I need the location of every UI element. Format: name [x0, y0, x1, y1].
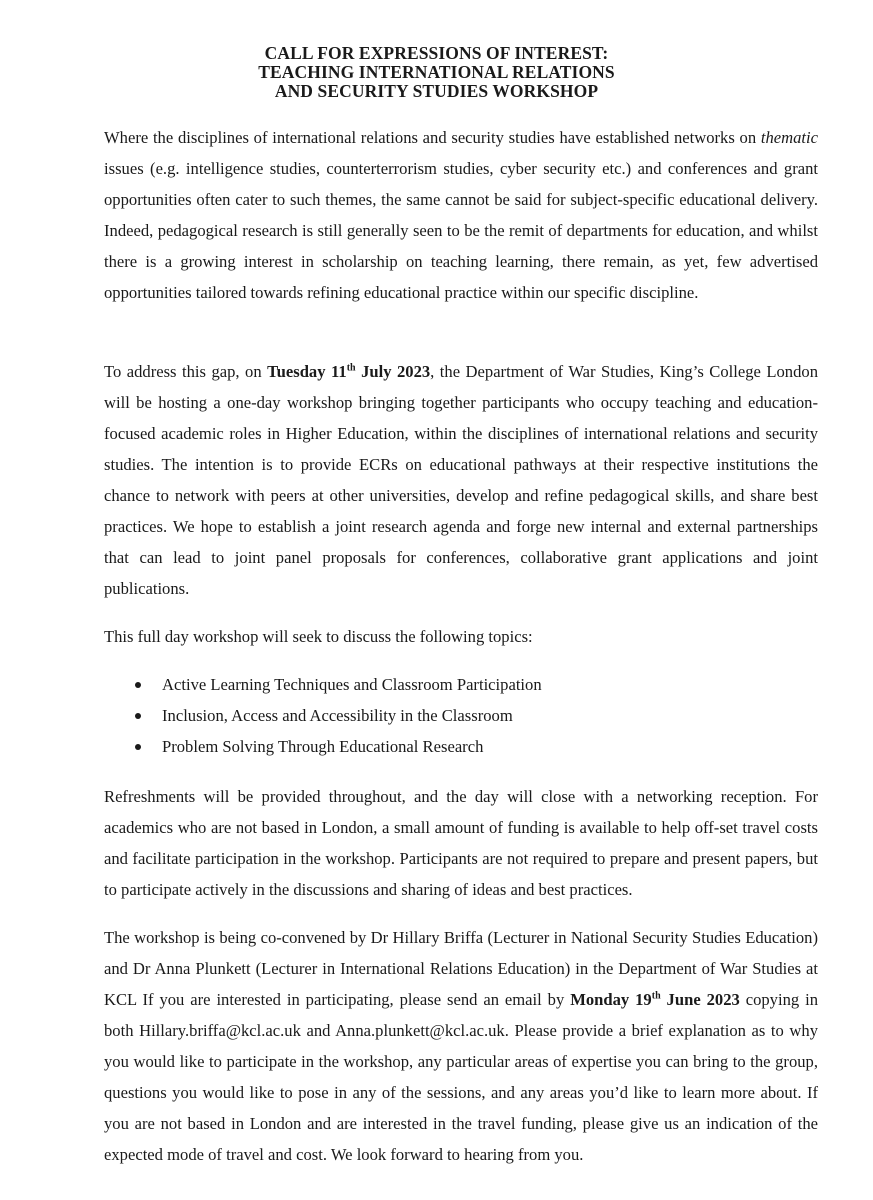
intro-paragraph: [104, 122, 818, 308]
refreshments-paragraph: Refreshments will be provided throughout, and the day will close with a networking reception. For academics who are not based in London, a small amount of funding is available to help off-set travel costs and facilitate participation in the workshop. Participants are not required to prepare and present papers, but to participate actively in the discussions and sharing of ideas and best practices.: [104, 787, 818, 899]
topic-text: Inclusion, Access and Accessibility in the Classroom: [162, 706, 513, 725]
deadline-suffix: th: [651, 990, 661, 1002]
title-line-3: AND SECURITY STUDIES WORKSHOP: [274, 81, 599, 101]
document-title: [0, 44, 873, 101]
list-item: [104, 700, 818, 731]
intro-thematic-italic: thematic: [760, 128, 818, 147]
intro-text-c: issues (e.g. intelligence studies, counterterrorism studies, cyber security etc.) and conferences and grant opportunities often cater to such themes, the same cannot be said for subject-specific educational delivery. Indeed, pedagogical research is still generally seen to be the remit of departments for education, and whilst there is a growing interest in scholarship on teaching learning, there remain, as yet, few advertised opportunities tailored towards refining educational practice within our specific discipline.: [104, 159, 818, 302]
workshop-date: [267, 362, 430, 381]
contact-text-a: The workshop is being co-convened by Dr Hillary Briffa (Lecturer in National Security Studies Education) and Dr Anna Plunkett (Lecturer in International Relations Education) in the Department of War Studies at KCL If you are interested in participating, please send an email by: [104, 928, 818, 1009]
bullet-icon: [135, 682, 141, 688]
bullet-icon: [135, 744, 141, 750]
title-line-1: CALL FOR EXPRESSIONS OF INTEREST:: [264, 43, 609, 63]
topic-text: Active Learning Techniques and Classroom Participation: [162, 675, 542, 694]
deadline-date: [570, 990, 740, 1009]
bullet-icon: [135, 713, 141, 719]
workshop-date-rest: July 2023: [355, 362, 431, 381]
deadline-rest: June 2023: [660, 990, 740, 1009]
workshop-date-suffix: th: [346, 362, 356, 374]
workshop-text-b: , the Department of War Studies, King’s College London will be hosting a one-day workshop bringing together participants who occupy teaching and education-focused academic roles in Higher Education, within the disciplines of international relations and security studies. The intention is to provide ECRs on educational pathways at their respective institutions the chance to network with peers at other universities, develop and refine pedagogical skills, and share best practices. We hope to establish a joint research agenda and forge new internal and external partnerships that can lead to joint panel proposals for conferences, collaborative grant applications and joint publications.: [104, 362, 818, 598]
intro-text-a: Where the disciplines of international relations and security studies have established networks on: [104, 128, 761, 147]
contact-paragraph: [104, 922, 818, 1170]
contact-text-b: copying in both Hillary.briffa@kcl.ac.uk and Anna.plunkett@kcl.ac.uk. Please provide a brief explanation as to why you would like to participate in the workshop, any particular areas of expertise you can bring to the group, questions you would like to pose in any of the sessions, and any areas you’d like to learn more about. If you are not based in London and are interested in the travel funding, please give us an indication of the expected mode of travel and cost. We look forward to hearing from you.: [104, 990, 818, 1164]
list-item: [104, 731, 818, 762]
list-item: [104, 669, 818, 700]
workshop-paragraph: [104, 356, 818, 604]
workshop-text-a: To address this gap, on: [104, 362, 268, 381]
topics-intro: This full day workshop will seek to discuss the following topics:: [104, 627, 533, 646]
title-line-2: TEACHING INTERNATIONAL RELATIONS: [258, 62, 615, 82]
topic-text: Problem Solving Through Educational Research: [162, 737, 484, 756]
topics-list: [104, 669, 818, 762]
deadline-day: Monday 19: [570, 990, 652, 1009]
workshop-date-day: Tuesday 11: [267, 362, 347, 381]
